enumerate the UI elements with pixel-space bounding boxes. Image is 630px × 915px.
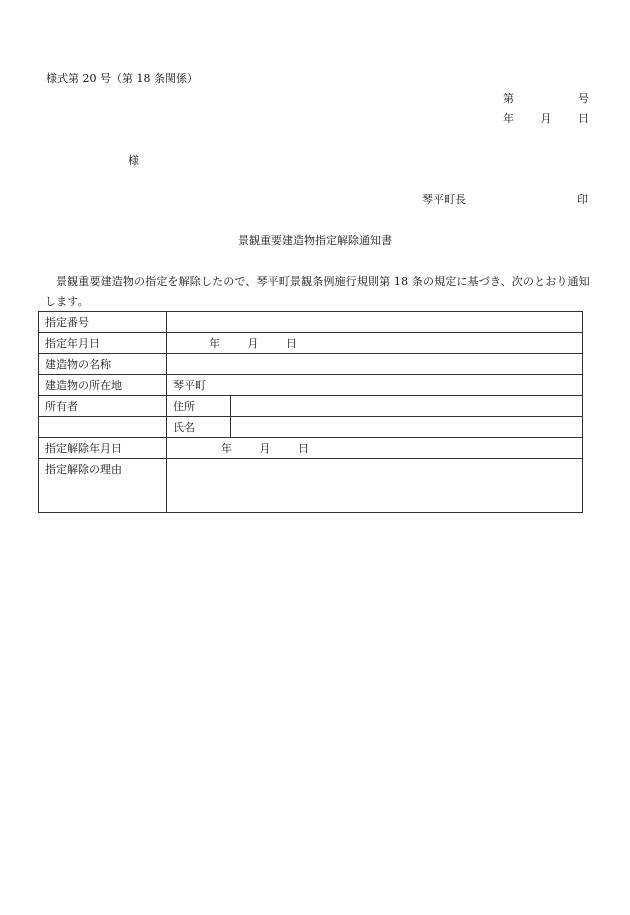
issue-date-day: 日	[578, 112, 589, 125]
issue-date-year: 年	[503, 112, 514, 125]
form-number: 様式第 20 号（第 18 条関係）	[46, 72, 198, 85]
issue-date-month: 月	[540, 112, 552, 125]
cancellation-date-month: 月	[259, 441, 271, 455]
designation-date-month: 月	[247, 336, 259, 350]
notification-table	[38, 311, 583, 513]
owner-label: 所有者	[39, 396, 167, 417]
table-row	[39, 354, 583, 375]
table-row	[39, 396, 583, 417]
seal-mark: 印	[577, 193, 588, 206]
building-name-value	[167, 354, 583, 375]
body-text: 景観重要建造物の指定を解除したので、琴平町景観条例施行規則第 18 条の規定に基づき、次のとおり通知します。	[45, 275, 590, 308]
owner-label-continued	[39, 417, 167, 438]
building-name-label: 建造物の名称	[39, 354, 167, 375]
table-row	[39, 438, 583, 459]
document-title: 景観重要建造物指定解除通知書	[238, 234, 392, 247]
owner-name-label: 氏名	[167, 417, 231, 438]
designation-date-label: 指定年月日	[39, 333, 167, 354]
owner-address-label: 住所	[167, 396, 231, 417]
designation-number-label: 指定番号	[39, 312, 167, 333]
table-row	[39, 417, 583, 438]
table-row	[39, 459, 583, 513]
reference-number-suffix: 号	[578, 92, 589, 105]
addressee-honorific: 様	[128, 154, 139, 167]
cancellation-date-year: 年	[221, 441, 232, 455]
cancellation-date-value	[167, 438, 583, 459]
owner-name-value	[231, 417, 583, 438]
reference-number-prefix: 第	[503, 92, 514, 105]
owner-address-value	[231, 396, 583, 417]
designation-date-year: 年	[209, 336, 220, 350]
building-location-value: 琴平町	[167, 375, 583, 396]
cancellation-reason-label: 指定解除の理由	[39, 459, 167, 513]
cancellation-reason-value	[167, 459, 583, 513]
issuer-title: 琴平町長	[422, 193, 466, 206]
designation-date-day: 日	[286, 336, 297, 350]
table-row	[39, 312, 583, 333]
designation-date-value	[167, 333, 583, 354]
issue-date	[503, 113, 589, 124]
designation-number-value	[167, 312, 583, 333]
table-row	[39, 375, 583, 396]
table-row	[39, 333, 583, 354]
building-location-label: 建造物の所在地	[39, 375, 167, 396]
cancellation-date-label: 指定解除年月日	[39, 438, 167, 459]
cancellation-date-day: 日	[298, 441, 309, 455]
reference-number	[503, 93, 589, 104]
